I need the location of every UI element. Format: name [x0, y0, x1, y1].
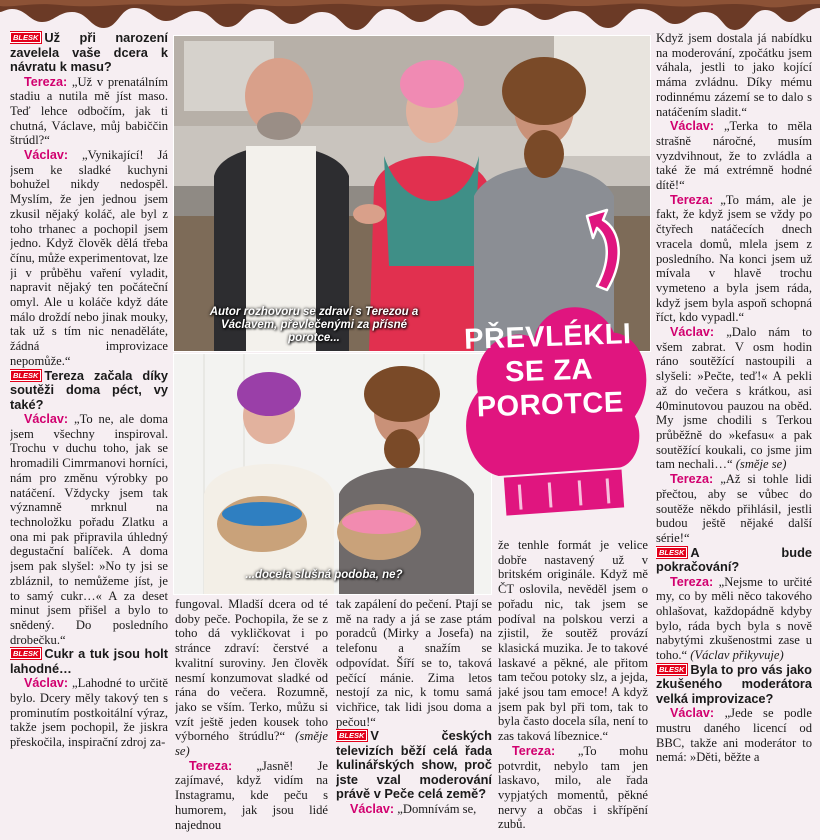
baking-photo-illustration	[174, 354, 491, 594]
answer: fungoval. Mladší dcera od té doby peče. Pochopila, že se z toho dá vykličkovat i po stránce zdraví: čerstvé a kvalitní suroviny. Jen člověk nesmí konzumovat sladké od rána do večera. Rozumně, jako se vším. Terko, můžu si vzít ještě jeden kousek toho výborného štrúdlu?“ (směje se)	[175, 597, 328, 759]
answer: Václav: „Lahodné to určitě bylo. Dcery měly takový ten s prominutím postkoitální výraz, takže jsem pochopil, že jiskra přeskočila, inspirační zdroj za-	[10, 676, 168, 750]
question-1: BLESK Už při narození zavelela vaše dcera k návratu k masu?	[10, 31, 168, 74]
answer: Tereza: „To mohu potvrdit, nebylo tam jen laskavo, milo, ale řada vypjatých momentů, pěkné nervy a občas i skřípění zubů.	[498, 743, 648, 832]
question-2: BLESK Tereza začala díky soutěži doma péct, vy také?	[10, 367, 168, 412]
text-column-1	[10, 31, 168, 837]
answer: Václav: „Jede se podle mustru daného licencí od BBC, takže ani moderátor to nemá: »Děti, běžte a	[656, 706, 812, 765]
blesk-badge: BLESK	[656, 547, 687, 558]
photo-caption-bottom: ...docela slušná podoba, ne?	[245, 569, 403, 581]
blesk-badge: BLESK	[10, 32, 41, 43]
question-3: BLESK Cukr a tuk jsou holt lahodné…	[10, 646, 168, 676]
text-column-3	[336, 597, 492, 837]
text-column-5	[656, 31, 812, 837]
chocolate-drip-border	[0, 0, 820, 34]
answer: Tereza: „To mám, ale je fakt, že když jsem se vždy po čtyřech natáčecích dnech vracela domů, mlela jsem z posledního. Na konci jsem už mívala v hlavě trochu vymeteno a byla jsem ráda, když jsem byla aspoň schopná říct, kdo vypadl.“	[656, 192, 812, 325]
question-6: BLESK Byla to pro vás jako zkušeného moderátora velká improvizace?	[656, 661, 812, 706]
blesk-badge: BLESK	[10, 370, 41, 381]
answer: Tereza: „Jasně! Je zajímavé, když vidím na Instagramu, kde peču s humorem, jak jsou lidé najednou	[175, 758, 328, 832]
answer: Tereza: „Nejsme to určité my, co by měli něco takového ohlašovat, každopádně kdyby bylo, ráda bych byla s nově nabytými zkušenostmi zase u toho.“ (Václav přikyvuje)	[656, 574, 812, 663]
blesk-badge: BLESK	[656, 664, 687, 675]
headline-chef-hat	[454, 282, 654, 532]
answer: Václav: „To ne, ale doma jsem všechny inspiroval. Trochu v duchu toho, jak se hromadili Cimrmanovi horníci, nám pro změnu výrobky po natáčení. Vždycky jsem tak významně mrknul na technoložku pořadu Zlatku a ona mi pak připravila úhledný degustační balíček. A doma jsem pak slyšel: »No ty jsi se zbláznil, to nemůžeme jíst, je to samý cukr…« A za deset minut jsem přišel a bylo to snědený. Do posledního drobečku.“	[10, 412, 168, 647]
answer: tak zapálení do pečení. Ptají se mě na rady a já se zase ptám poradců (Mirky a Josefa) na telefonu a snažím se odpovídat. Šíří se to, taková pečící mánie. Zima letos nestojí za nic, k tomu samá vichřice, tak lidi jsou doma a pečou!“	[336, 597, 492, 729]
answer: Václav: „Terka to měla strašně náročné, musím vyzdvihnout, že to zvládla a také že má extrémně hodné dítě!“	[656, 119, 812, 193]
photo-caption-top: Autor rozhovoru se zdraví s Terezou a Václavem, převlečenými za přísné porotce...	[209, 306, 419, 344]
question-5: BLESK A bude pokračování?	[656, 544, 812, 575]
answer: Václav: „Dalo nám to všem zabrat. V osm hodin ráno soutěžící nastoupili a slyšeli: »Pečte, teď!« A pekli až do večera s krátkou, asi 40minutovou pauzou na oběd. My jsme chodili s Terkou průběžně do »kefasu« a pak soutěžící koukali, co jsme jim tam nechali…“ (směje se)	[656, 325, 812, 472]
answer: Když jsem dostala já nabídku na moderování, zpočátku jsem váhala, jestli to jako kojící máma zvládnu. Díky mému rodinnému zázemí se to dalo s natáčením sladit.“	[656, 31, 812, 119]
text-column-4	[498, 538, 648, 837]
headline: PŘEVLÉKLI SE ZA POROTCE	[463, 318, 632, 424]
text-column-2	[175, 597, 328, 837]
photo-bottom-baking	[173, 353, 492, 595]
answer: Tereza: „Až si tohle lidi přečtou, aby se vůbec do soutěže někdo přihlásil, jestli budou ještě nějaké další série!“	[656, 472, 812, 545]
answer: že tenhle formát je velice dobře nastavený už v britském originále. Když mě ČT oslovila, nevěděl jsem o pořadu nic, tak jsem se podíval na polskou verzi a zjistil, že soutěž provází klasická muzika. Je to takové laskavé a pěkné, ale přitom tam tečou potoky slz, a jejda, jaké jsou tam emoce! A když jsem pak byl při tom, tak to byla často docela síla, není to zas taková líbeznice.“	[498, 538, 648, 744]
blesk-badge: BLESK	[336, 730, 367, 741]
answer: Tereza: „Už v prenatálním stadiu a nutila mě jíst maso. Teď lehce odbočím, jak ti chutná, Václave, můj babiččin štrúdl?“	[10, 74, 168, 148]
answer: Václav: „Domnívám se,	[350, 801, 477, 816]
blesk-badge: BLESK	[10, 648, 41, 659]
answer: Václav: „Vynikající! Já jsem ke sladké kuchyni bohužel nikdy nedospěl. Myslím, že jen jednou jsem zkusil nějaký koláč, ale byl z toho trhanec a pochopil jsem jedno. Když člověk dělá třeba čínu, může experimentovat, lze ji v průběhu vaření vyladit, napravit nějaký ten počáteční omyl. Ale u koláče když dáte málo droždí nebo jinak mouky, tak už s tím nic nenaděláte, žádná improvizace nepomůže.“	[10, 148, 168, 368]
question-4: BLESK V českých televizích běží celá řada kulinářských show, proč jste vzal moderování právě v Peče celá země?	[336, 728, 492, 802]
